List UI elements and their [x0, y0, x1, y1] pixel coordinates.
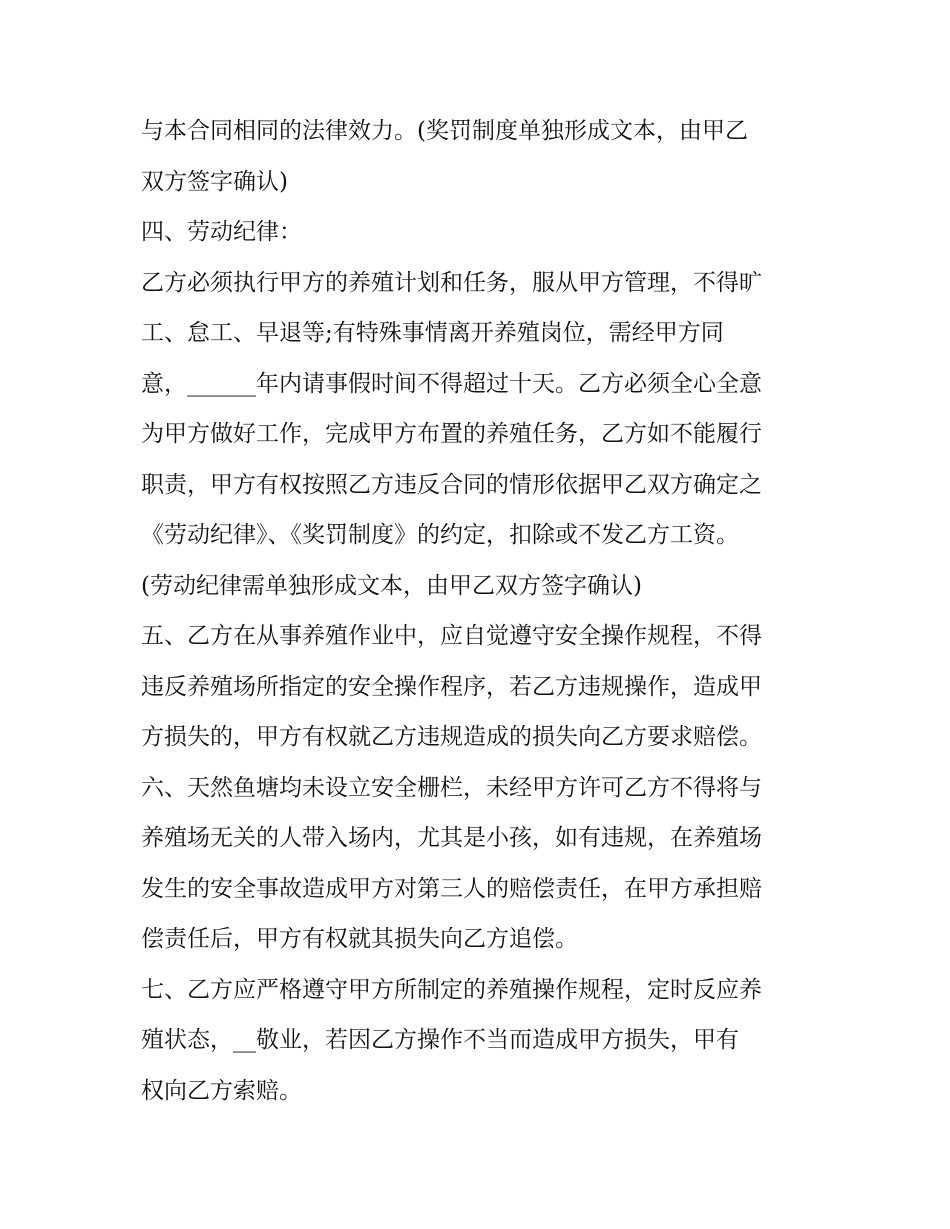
clause-six-line: 六、天然鱼塘均未设立安全栅栏，未经甲方许可乙方不得将与: [141, 774, 762, 801]
text-line: 职责，甲方有权按照乙方违反合同的情形依据甲乙双方确定之: [141, 471, 762, 498]
text-line: 双方签字确认): [141, 168, 288, 195]
section-heading-labor-discipline: 四、劳动纪律：: [141, 219, 302, 245]
text-line: 偿责任后，甲方有权就其损失向乙方追偿。: [141, 926, 578, 952]
text-line: 违反养殖场所指定的安全操作程序，若乙方违规操作，造成甲: [141, 673, 762, 700]
text-line: 乙方必须执行甲方的养殖计划和任务，服从甲方管理，不得旷: [141, 269, 762, 296]
text-line: 方损失的，甲方有权就乙方违规造成的损失向乙方要求赔偿。: [141, 724, 762, 750]
text-line: 发生的安全事故造成甲方对第三人的赔偿责任，在甲方承担赔: [141, 875, 762, 902]
text-line: 工、怠工、早退等;有特殊事情离开养殖岗位，需经甲方同: [141, 320, 724, 346]
text-line: (劳动纪律需单独形成文本，由甲乙双方签字确认): [141, 572, 642, 599]
clause-seven-line: 七、乙方应严格遵守甲方所制定的养殖操作规程，定时反应养: [141, 976, 762, 1003]
text-line: 殖状态，__敬业，若因乙方操作不当而造成甲方损失，甲有: [141, 1027, 739, 1053]
document-body: [141, 112, 821, 1122]
text-line: 与本合同相同的法律效力。(奖罚制度单独形成文本，由甲乙: [141, 118, 748, 144]
text-line: 为甲方做好工作，完成甲方布置的养殖任务，乙方如不能履行: [141, 421, 762, 447]
text-line: 权向乙方索赔。: [141, 1077, 302, 1104]
text-line: 《劳动纪律》、《奖罚制度》的约定，扣除或不发乙方工资。: [141, 522, 739, 548]
text-line: 养殖场无关的人带入场内，尤其是小孩，如有违规，在养殖场: [141, 825, 762, 851]
clause-five-line: 五、乙方在从事养殖作业中，应自觉遵守安全操作规程，不得: [141, 623, 762, 649]
text-line: 意，______年内请事假时间不得超过十天。乙方必须全心全意: [141, 370, 762, 397]
